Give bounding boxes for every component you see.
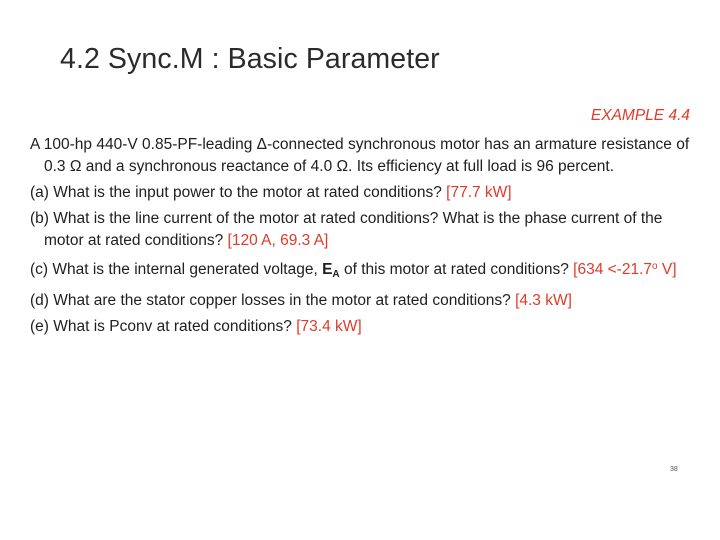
question-a: [30, 182, 690, 204]
question-d: [30, 290, 690, 312]
question-d-text: (d) What are the stator copper losses in the motor at rated conditions?: [30, 292, 516, 309]
slide-title: 4.2 Sync.M : Basic Parameter: [60, 43, 440, 75]
slide-body: [30, 134, 690, 342]
question-c-answer: [573, 261, 676, 278]
question-b-answer: [120 A, 69.3 A]: [227, 232, 329, 249]
question-c: [30, 256, 690, 286]
question-a-answer: [77.7 kW]: [446, 184, 512, 201]
question-e: [30, 316, 690, 338]
ea-symbol-main: E: [322, 261, 333, 278]
example-label: EXAMPLE 4.4: [590, 107, 690, 124]
question-e-text: (e) What is Pconv at rated conditions?: [30, 318, 297, 335]
ea-symbol: [322, 261, 340, 278]
question-c-answer-main: [634 <-21.7: [573, 261, 652, 278]
problem-statement: A 100-hp 440-V 0.85-PF-leading Δ-connected synchronous motor has an armature resistance of 0.3 Ω and a synchronous reactance of 4.0 Ω. Its efficiency at full load is 96 percent.: [30, 136, 690, 175]
question-d-answer: [4.3 kW]: [515, 292, 572, 309]
question-b: [30, 208, 690, 252]
question-b-text: (b) What is the line current of the motor at rated conditions? What is the phase current of the motor at rated conditions?: [30, 210, 663, 249]
ea-symbol-subscript: A: [332, 269, 340, 280]
question-e-answer: [73.4 kW]: [296, 318, 362, 335]
question-c-text-after: of this motor at rated conditions?: [339, 261, 574, 278]
question-a-text: (a) What is the input power to the motor at rated conditions?: [30, 184, 447, 201]
question-c-answer-unit: V]: [657, 261, 677, 278]
question-c-text-before: (c) What is the internal generated voltage,: [30, 261, 323, 278]
page-number: 38: [670, 466, 678, 473]
degree-superscript: o: [652, 261, 658, 272]
